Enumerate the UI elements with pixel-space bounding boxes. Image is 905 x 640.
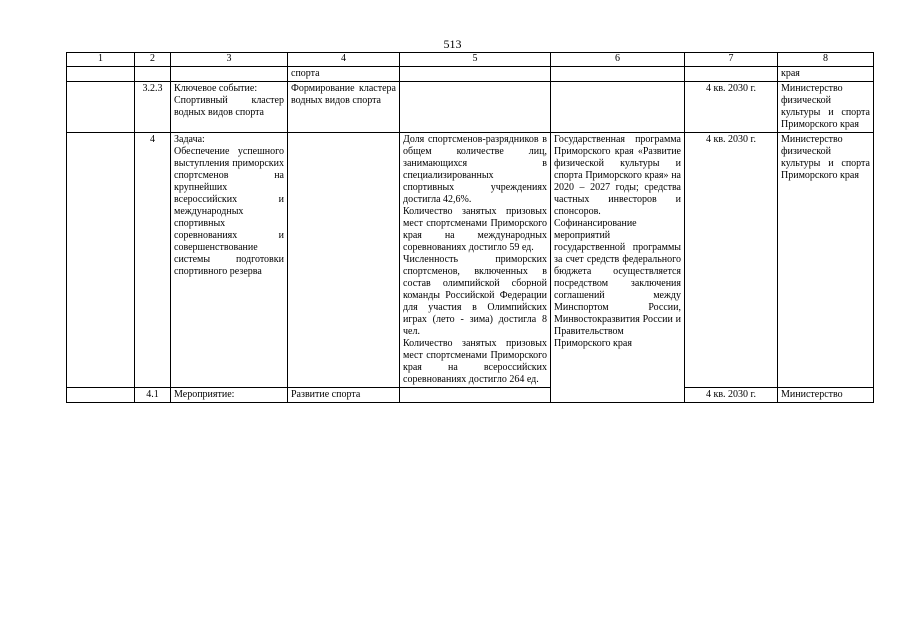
column-number-6: 6	[551, 53, 685, 67]
column-number-7: 7	[685, 53, 778, 67]
table-cell	[400, 82, 551, 133]
indicator-text: Доля спортсменов-разрядников в общем количестве лиц, занимающихся в специализированных спортивных учреждениях достигла 42,6%.	[403, 134, 547, 205]
table-cell	[67, 82, 135, 133]
responsible: Министерство	[778, 388, 874, 403]
plan-table	[66, 52, 874, 403]
page-number: 513	[443, 37, 462, 51]
table-cell	[288, 133, 400, 388]
continuation-row	[67, 67, 874, 82]
column-number-1: 1	[67, 53, 135, 67]
table-cell	[67, 133, 135, 388]
deadline: 4 кв. 2030 г.	[685, 388, 778, 403]
column-number-2: 2	[135, 53, 171, 67]
table-cell	[67, 388, 135, 403]
funding-cell	[551, 133, 685, 403]
indicator-text: Количество занятых призовых мест спортсменами Приморского края на всероссийских соревнованиях достигло 264 ед.	[403, 338, 547, 385]
responsible: Министерство физической культуры и спорта Приморского края	[778, 82, 874, 133]
column-number-row	[67, 53, 874, 67]
row-number: 4.1	[135, 388, 171, 403]
table-cell	[171, 67, 288, 82]
table-cell	[551, 82, 685, 133]
column-number-8: 8	[778, 53, 874, 67]
table-row	[67, 82, 874, 133]
column-number-5: 5	[400, 53, 551, 67]
column-number-3: 3	[171, 53, 288, 67]
table-cell	[400, 388, 551, 403]
event-action: Формирование кластера водных видов спорта	[288, 82, 400, 133]
responsible: Министерство физической культуры и спорта Приморского края	[778, 133, 874, 388]
task-description: Задача: Обеспечение успешного выступления приморских спортсменов на крупнейших всероссийских и международных спортивных соревнованиях и совершенствование системы подготовки спортивного резерва	[171, 133, 288, 388]
table-cell	[400, 67, 551, 82]
table-row	[67, 388, 874, 403]
indicator-text: Численность приморских спортсменов, включенных в состав олимпийской сборной команды Российской Федерации для участия в Олимпийских играх (лето - зима) достигла 8 чел.	[403, 254, 547, 337]
row-number: 4	[135, 133, 171, 388]
table-cell	[551, 67, 685, 82]
table-cell: края	[778, 67, 874, 82]
row-number: 3.2.3	[135, 82, 171, 133]
table-cell	[135, 67, 171, 82]
funding-text: Государственная программа Приморского края «Развитие физической культуры и спорта Приморского края» на 2020 – 2027 годы; средства частных инвесторов и спонсоров.	[554, 134, 681, 217]
indicators-cell	[400, 133, 551, 388]
funding-text: Софинансирование мероприятий государственной программы за счет средств федерального бюджета осуществляется посредством заключения соглашений между Минспортом России, Минвостокразвития России и Правительством Приморского края	[554, 218, 681, 349]
deadline: 4 кв. 2030 г.	[685, 82, 778, 133]
table-cell: спорта	[288, 67, 400, 82]
table-cell	[685, 67, 778, 82]
deadline: 4 кв. 2030 г.	[685, 133, 778, 388]
indicator-text: Количество занятых призовых мест спортсменами Приморского края на международных соревнованиях достигло 59 ед.	[403, 206, 547, 253]
table-cell	[67, 67, 135, 82]
activity-label: Мероприятие:	[171, 388, 288, 403]
event-description: Ключевое событие: Спортивный кластер водных видов спорта	[171, 82, 288, 133]
column-number-4: 4	[288, 53, 400, 67]
activity-action: Развитие спорта	[288, 388, 400, 403]
table-row	[67, 133, 874, 388]
